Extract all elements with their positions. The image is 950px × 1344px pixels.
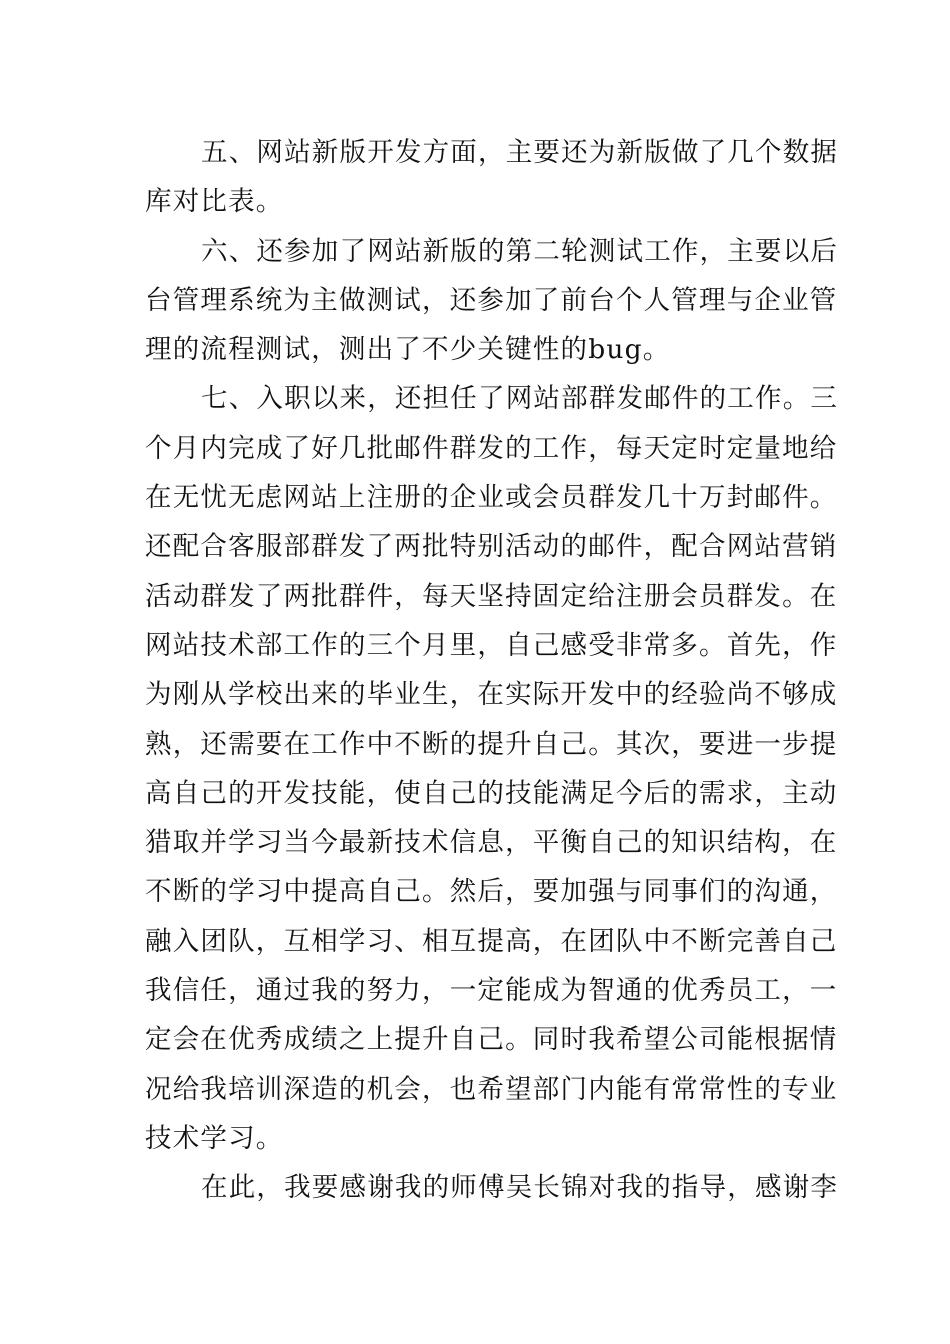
paragraph-7-line-16: 技术学习。	[145, 1122, 284, 1154]
document-body	[145, 128, 839, 1213]
paragraph-7-line-10: 猎取并学习当今最新技术信息，平衡自己的知识结构，在	[145, 827, 838, 859]
paragraph-6-line-1: 六、还参加了网站新版的第二轮测试工作，主要以后	[201, 235, 839, 267]
paragraph-6-line-3: 理的流程测试，测出了不少关键性的bug。	[145, 334, 671, 366]
paragraph-7-line-5: 活动群发了两批群件，每天坚持固定给注册会员群发。在	[145, 580, 838, 612]
paragraph-8-line-1: 在此，我要感谢我的师傅吴长锦对我的指导，感谢李	[201, 1172, 839, 1204]
paragraph-7-line-3: 在无忧无虑网站上注册的企业或会员群发几十万封邮件。	[145, 482, 838, 514]
paragraph-7-line-6: 网站技术部工作的三个月里，自己感受非常多。首先，作	[145, 629, 838, 661]
paragraph-5-line-1: 五、网站新版开发方面，主要还为新版做了几个数据	[201, 137, 839, 168]
paragraph-7-line-11: 不断的学习中提高自己。然后，要加强与同事们的沟通，	[145, 876, 838, 908]
paragraph-7-line-4: 还配合客服部群发了两批特别活动的邮件，配合网站营销	[145, 531, 838, 563]
paragraph-7-line-8: 熟，还需要在工作中不断的提升自己。其次，要进一步提	[145, 728, 838, 760]
paragraph-7-line-15: 况给我培训深造的机会，也希望部门内能有常常性的专业	[145, 1073, 838, 1105]
paragraph-7-line-13: 我信任，通过我的努力，一定能成为智通的优秀员工，一	[145, 975, 838, 1007]
paragraph-7-line-2: 个月内完成了好几批邮件群发的工作，每天定时定量地给	[145, 432, 838, 464]
paragraph-7-line-7: 为刚从学校出来的毕业生，在实际开发中的经验尚不够成	[145, 679, 838, 711]
paragraph-7-line-14: 定会在优秀成绩之上提升自己。同时我希望公司能根据情	[145, 1024, 838, 1056]
paragraph-5-line-2: 库对比表。	[145, 186, 284, 218]
paragraph-7-line-12: 融入团队，互相学习、相互提高，在团队中不断完善自己	[145, 925, 838, 957]
paragraph-6-line-2: 台管理系统为主做测试，还参加了前台个人管理与企业管	[145, 284, 838, 316]
paragraph-7-line-9: 高自己的开发技能，使自己的技能满足今后的需求，主动	[145, 777, 838, 809]
paragraph-7-line-1: 七、入职以来，还担任了网站部群发邮件的工作。三	[201, 383, 839, 415]
